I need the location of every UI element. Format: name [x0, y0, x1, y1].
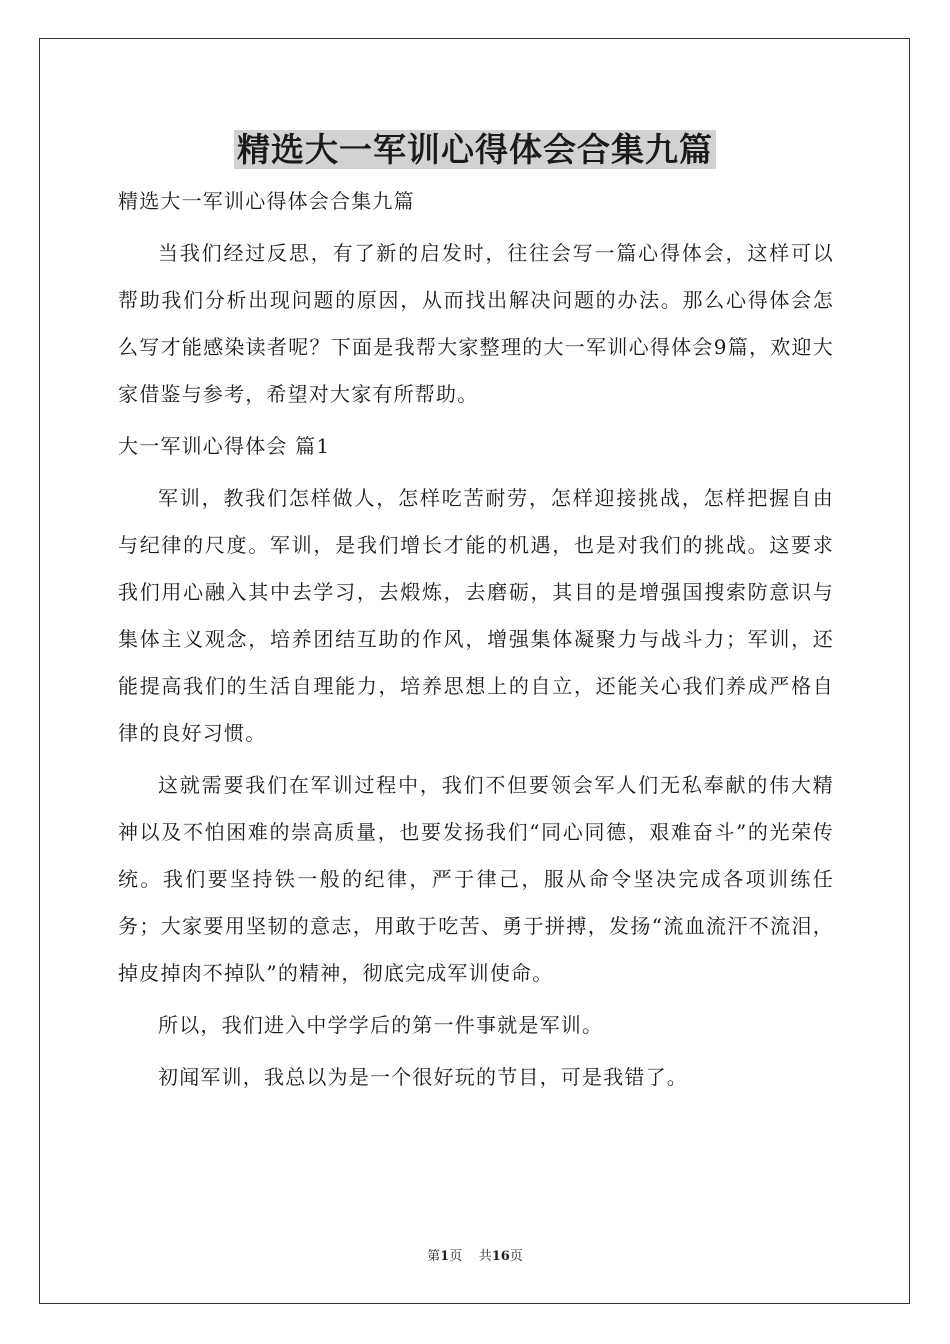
subtitle-line: 精选大一军训心得体会合集九篇	[118, 189, 415, 213]
total-prefix: 共	[478, 1249, 492, 1264]
page-current: 1	[440, 1249, 450, 1264]
page-footer	[0, 1245, 950, 1264]
body-paragraph: 这就需要我们在军训过程中，我们不但要领会军人们无私奉献的伟大精神以及不怕困难的崇高质量，也要发扬我们“同心同德，艰难奋斗”的光荣传统。我们要坚持铁一般的纪律，严于律己，服从命令坚决完成各项训练任务；大家要用坚韧的意志，用敢于吃苦、勇于拼搏，发扬“流血流汗不流泪，掉皮掉肉不掉队”的精神，彻底完成军训使命。	[118, 773, 834, 985]
page-total: 16	[491, 1249, 510, 1264]
page-unit: 页	[449, 1249, 463, 1264]
intro-paragraph: 当我们经过反思，有了新的启发时，往往会写一篇心得体会，这样可以帮助我们分析出现问题的原因，从而找出解决问题的办法。那么心得体会怎么写才能感染读者呢？下面是我帮大家整理的大一军训心得体会9篇，欢迎大家借鉴与参考，希望对大家有所帮助。	[118, 241, 834, 406]
total-unit: 页	[509, 1249, 523, 1264]
document-body	[118, 178, 834, 1106]
body-paragraph: 军训，教我们怎样做人，怎样吃苦耐劳，怎样迎接挑战，怎样把握自由与纪律的尺度。军训，是我们增长才能的机遇，也是对我们的挑战。这要求我们用心融入其中去学习，去煅炼，去磨砺，其目的是增强国搜索防意识与集体主义观念，培养团结互助的作风，增强集体凝聚力与战斗力；军训，还能提高我们的生活自理能力，培养思想上的自立，还能关心我们养成严格自律的良好习惯。	[118, 486, 834, 745]
body-paragraph: 所以，我们进入中学学后的第一件事就是军训。	[158, 1013, 604, 1037]
document-title-text: 精选大一军训心得体会合集九篇	[234, 130, 716, 169]
page-prefix: 第	[427, 1249, 441, 1264]
document-title	[0, 124, 950, 176]
body-paragraph: 初闻军训，我总以为是一个很好玩的节目，可是我错了。	[158, 1065, 688, 1089]
section-heading: 大一军训心得体会 篇1	[118, 434, 331, 458]
